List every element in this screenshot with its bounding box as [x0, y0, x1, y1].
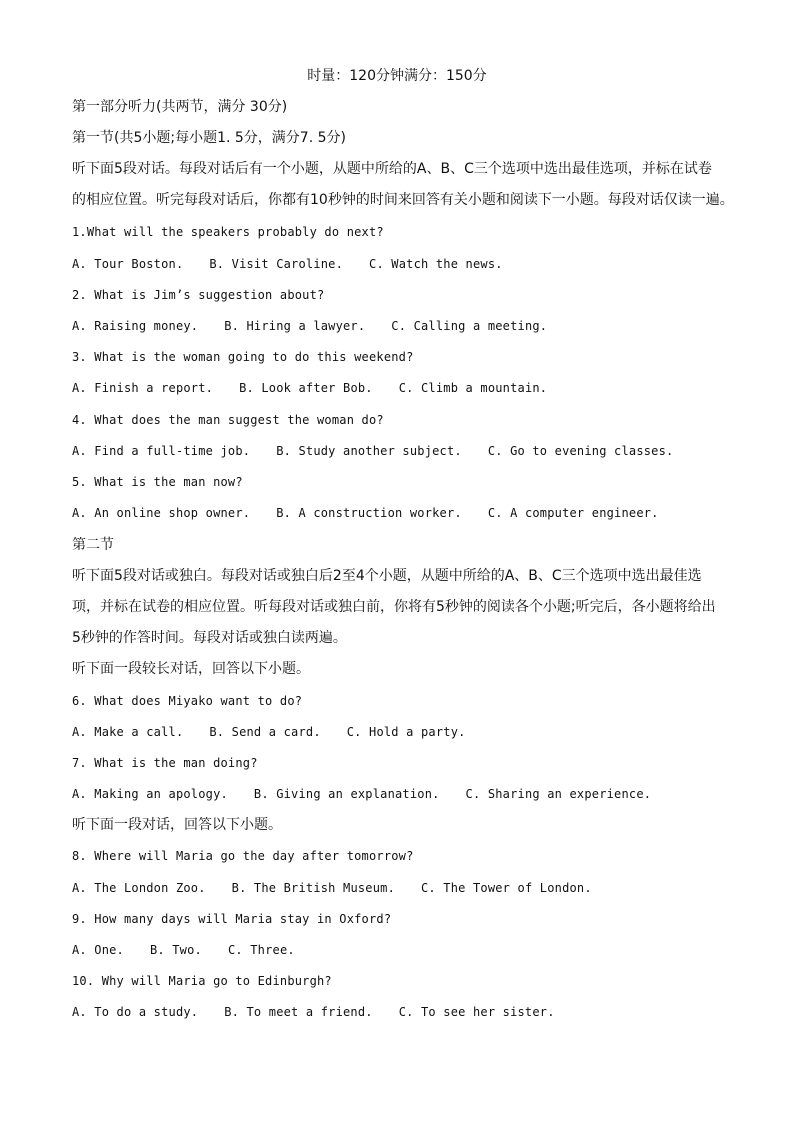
question-options: [72, 784, 722, 804]
question-stem: 1.What will the speakers probably do next?: [72, 225, 384, 239]
option-c[interactable]: C. Hold a party.: [346, 725, 466, 739]
question-options: [72, 878, 722, 898]
option-a[interactable]: A. Raising money.: [72, 319, 199, 333]
option-a[interactable]: A. Making an apology.: [72, 787, 228, 801]
question-options: [72, 940, 722, 960]
question-stem: 8. Where will Maria go the day after tomorrow?: [72, 849, 414, 863]
question-options: [72, 503, 722, 523]
section1-instructions: 的相应位置。听完每段对话后，你都有10秒钟的时间来回答有关小题和阅读下一小题。每段对话仅读一遍。: [72, 192, 734, 208]
section2-instructions: 项，并标在试卷的相应位置。听每段对话或独白前，你将有5秒钟的阅读各个小题;听完后，各小题将给出: [72, 599, 716, 615]
question-stem: 5. What is the man now?: [72, 475, 243, 489]
section1-heading: 第一节(共5小题;每小题1. 5分，满分7. 5分): [72, 130, 346, 146]
option-a[interactable]: A. The London Zoo.: [72, 881, 206, 895]
dialogue-subheading: 听下面一段对话，回答以下小题。: [72, 817, 282, 833]
option-b[interactable]: B. Look after Bob.: [239, 381, 373, 395]
option-b[interactable]: B. Giving an explanation.: [253, 787, 440, 801]
option-a[interactable]: A. Make a call.: [72, 725, 184, 739]
option-c[interactable]: C. Watch the news.: [369, 257, 503, 271]
question-options: [72, 378, 722, 398]
option-a[interactable]: A. To do a study.: [72, 1005, 199, 1019]
question-options: [72, 441, 722, 461]
option-b[interactable]: B. The British Museum.: [231, 881, 395, 895]
option-a[interactable]: A. One.: [72, 943, 124, 957]
question-stem: 2. What is Jim’s suggestion about?: [72, 288, 325, 302]
option-c[interactable]: C. Go to evening classes.: [487, 444, 674, 458]
question-options: [72, 254, 722, 274]
option-b[interactable]: B. Visit Caroline.: [209, 257, 344, 271]
question-stem: 7. What is the man doing?: [72, 756, 258, 770]
section1-instructions: 听下面5段对话。每段对话后有一个小题，从题中所给的A、B、C三个选项中选出最佳选项，并标在试卷: [72, 161, 712, 177]
option-c[interactable]: C. Sharing an experience.: [465, 787, 652, 801]
option-a[interactable]: A. Tour Boston.: [72, 257, 184, 271]
dialogue-subheading: 听下面一段较长对话，回答以下小题。: [72, 661, 310, 677]
option-c[interactable]: C. Calling a meeting.: [391, 319, 548, 333]
question-stem: 3. What is the woman going to do this weekend?: [72, 350, 414, 364]
option-a[interactable]: A. Finish a report.: [72, 381, 214, 395]
part1-heading: 第一部分听力(共两节，满分 30分): [72, 99, 288, 115]
option-b[interactable]: B. Send a card.: [209, 725, 321, 739]
option-b[interactable]: B. Hiring a lawyer.: [224, 319, 366, 333]
option-b[interactable]: B. A construction worker.: [276, 506, 462, 520]
option-b[interactable]: B. To meet a friend.: [224, 1005, 373, 1019]
question-stem: 6. What does Miyako want to do?: [72, 694, 303, 708]
question-stem: 4. What does the man suggest the woman do?: [72, 413, 384, 427]
question-stem: 10. Why will Maria go to Edinburgh?: [72, 974, 332, 988]
option-a[interactable]: A. An online shop owner.: [72, 506, 251, 520]
question-stem: 9. How many days will Maria stay in Oxford?: [72, 912, 392, 926]
section2-instructions: 听下面5段对话或独白。每段对话或独白后2至4个小题，从题中所给的A、B、C三个选项中选出最佳选: [72, 568, 702, 584]
question-options: [72, 316, 722, 336]
option-c[interactable]: C. A computer engineer.: [487, 506, 659, 520]
question-options: [72, 1002, 722, 1022]
option-c[interactable]: C. Three.: [227, 943, 295, 957]
section2-heading: 第二节: [72, 537, 114, 553]
option-c[interactable]: C. The Tower of London.: [421, 881, 592, 895]
section2-instructions: 5秒钟的作答时间。每段对话或独白读两遍。: [72, 630, 347, 646]
option-c[interactable]: C. To see her sister.: [398, 1005, 555, 1019]
option-b[interactable]: B. Study another subject.: [276, 444, 462, 458]
option-b[interactable]: B. Two.: [149, 943, 202, 957]
exam-header-time-score: 时量：120分钟满分：150分: [307, 68, 487, 84]
option-a[interactable]: A. Find a full-time job.: [72, 444, 251, 458]
question-options: [72, 722, 722, 742]
option-c[interactable]: C. Climb a mountain.: [398, 381, 548, 395]
